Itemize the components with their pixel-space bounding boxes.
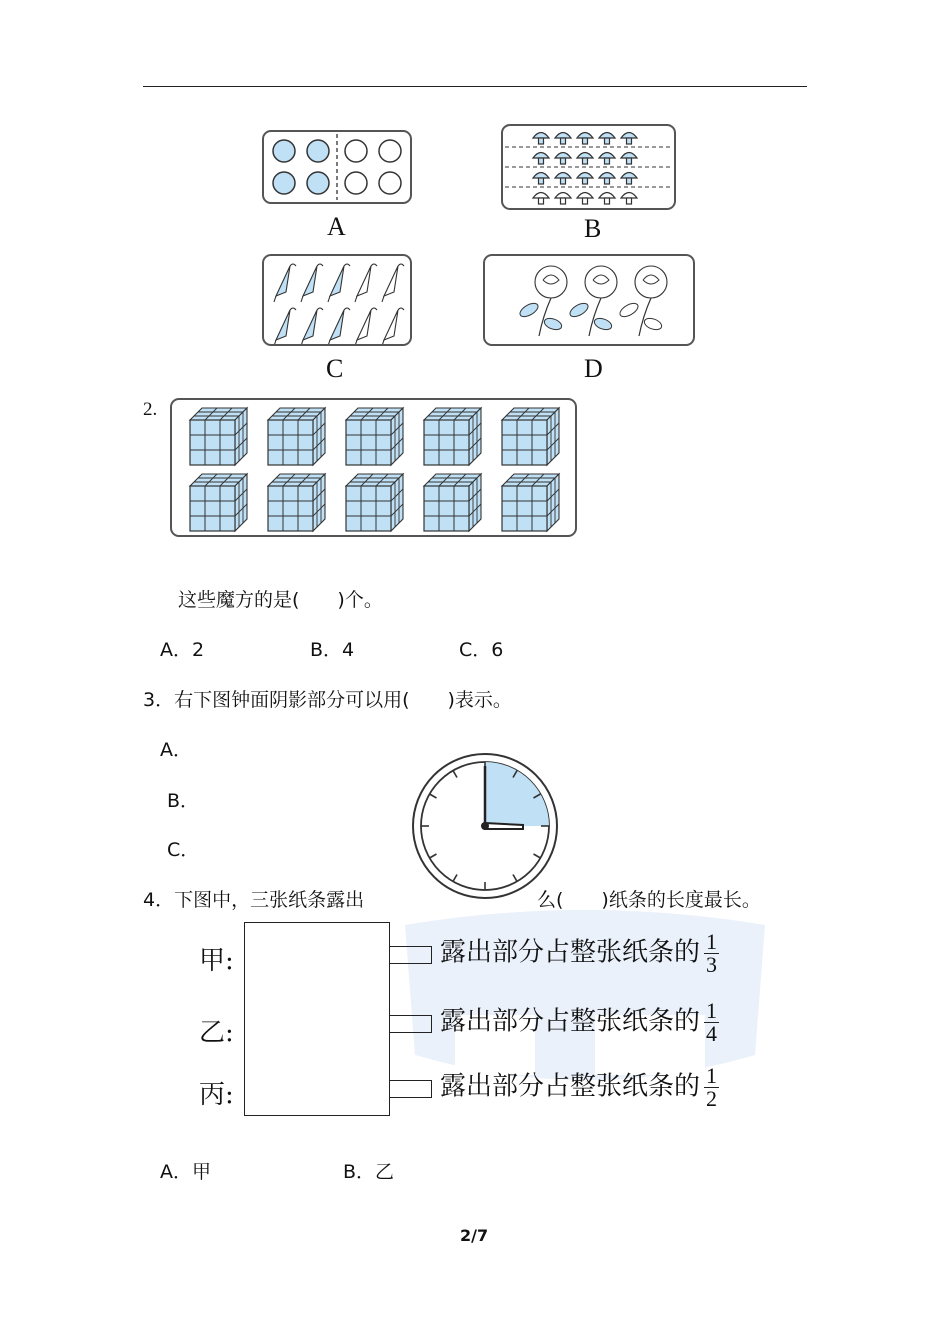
rubiks-cube-icon [502, 474, 559, 531]
rubiks-cube-icon [268, 474, 325, 531]
q4-option-b: B．乙 [343, 1161, 395, 1183]
q3-option-c: C． [167, 839, 200, 861]
strip-yi-text: 露出部分占整张纸条的 $\frac{1}{4}$ [440, 998, 718, 1046]
mushroom-icon [577, 133, 593, 145]
header-rule [143, 86, 807, 87]
figure-d-label: D [584, 354, 603, 383]
rubiks-cube-icon [190, 474, 247, 531]
q2-option-a: A．2 [160, 639, 205, 661]
umbrella-icon [355, 308, 377, 344]
rose-icon [618, 266, 667, 336]
rose-icon [568, 266, 617, 336]
figure-c-umbrellas [262, 254, 412, 346]
strip-jia [390, 946, 432, 964]
mushroom-icon [533, 173, 549, 185]
strip-big-rect [244, 922, 390, 1116]
fraction-one-half: $\frac{1}{2}$ [706, 1063, 718, 1111]
strip-yi [390, 1015, 432, 1033]
mushroom-icon [577, 153, 593, 165]
strip-jia-name: 甲: [199, 946, 234, 976]
mushroom-icon [555, 153, 571, 165]
q2-option-b: B．4 [310, 639, 355, 661]
mushroom-icon [555, 133, 571, 145]
page-number: 2/7 [460, 1226, 489, 1245]
strip-yi-name: 乙: [199, 1018, 234, 1048]
umbrella-icon [301, 264, 323, 302]
fraction-one-third: $\frac{1}{3}$ [706, 929, 718, 977]
rose-icon [518, 266, 567, 336]
mushroom-icon [577, 193, 593, 205]
mushroom-icon [621, 173, 637, 185]
mushroom-icon [621, 133, 637, 145]
q3-stem: 3．右下图钟面阴影部分可以用( )表示。 [143, 689, 512, 711]
rubiks-cube-icon [346, 474, 403, 531]
figure-b-label: B [584, 214, 602, 243]
rubiks-cube-icon [190, 408, 247, 465]
q2-option-c: C．6 [459, 639, 504, 661]
figure-c-label: C [326, 354, 344, 383]
mushroom-icon [533, 133, 549, 145]
umbrella-icon [301, 308, 323, 344]
figure-b-mushrooms [501, 124, 676, 210]
rubiks-cube-icon [502, 408, 559, 465]
rubiks-cube-icon [424, 408, 481, 465]
strip-bing-text: 露出部分占整张纸条的 $\frac{1}{2}$ [440, 1063, 718, 1111]
umbrella-icon [274, 308, 296, 344]
q4-option-a: A．甲 [160, 1161, 211, 1183]
umbrella-icon [382, 308, 404, 344]
mushroom-icon [599, 133, 615, 145]
strip-bing-name: 丙: [199, 1080, 234, 1110]
q2-number: 2. [143, 399, 158, 420]
q3-option-b: B． [167, 790, 200, 812]
mushroom-icon [621, 193, 637, 205]
q4-stem-left: 4．下图中，三张纸条露出 [143, 889, 365, 911]
mushroom-icon [621, 153, 637, 165]
q2-stem: 这些魔方的是( )个。 [178, 589, 383, 611]
q4-stem-right: 么( )纸条的长度最长。 [537, 889, 761, 911]
strip-jia-text: 露出部分占整张纸条的 $\frac{1}{3}$ [440, 929, 718, 977]
strip-bing [390, 1080, 432, 1098]
clock-face [411, 752, 559, 900]
rubiks-cube-icon [346, 408, 403, 465]
umbrella-icon [328, 264, 350, 302]
figure-a-label: A [327, 212, 346, 241]
q2-cubes-figure [170, 398, 577, 537]
mushroom-icon [599, 173, 615, 185]
mushroom-icon [533, 193, 549, 205]
mushroom-icon [555, 173, 571, 185]
q3-option-a: A． [160, 739, 192, 761]
umbrella-icon [274, 264, 296, 302]
fraction-one-quarter: $\frac{1}{4}$ [706, 998, 718, 1046]
rubiks-cube-icon [268, 408, 325, 465]
mushroom-icon [599, 193, 615, 205]
mushroom-icon [533, 153, 549, 165]
figure-a-circles [262, 130, 412, 204]
rubiks-cube-icon [424, 474, 481, 531]
figure-d-roses [483, 254, 695, 346]
umbrella-icon [355, 264, 377, 302]
umbrella-icon [382, 264, 404, 302]
umbrella-icon [328, 308, 350, 344]
mushroom-icon [577, 173, 593, 185]
mushroom-icon [599, 153, 615, 165]
mushroom-icon [555, 193, 571, 205]
